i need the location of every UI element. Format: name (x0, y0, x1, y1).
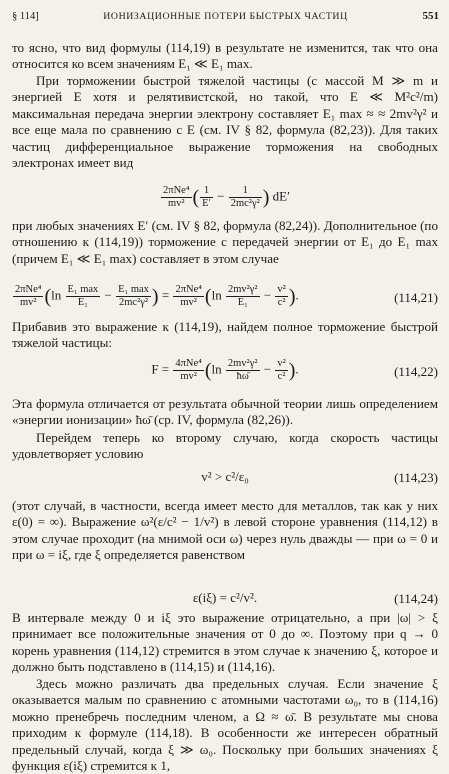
section-ref: § 114] (12, 11, 39, 22)
paragraph: При торможении быстрой тяжелой частицы (с массой M ≫ m и энергией E хотя и релятивистской, но такой, что E ≪ M²c²/m) максимальная передача энергии электрону составляет E₁ max ≈ ≈ 2mv²γ² и все еще мала по сравнению с E (см. IV § 82, формула (82,23)). Для таких частиц дифференциальное выражение торможения на свободных электронах имеет вид (12, 73, 438, 171)
equation (12, 468, 438, 490)
equation-body: $\frac{\text{2πNe⁴}}{\text{mv²}}$ (ln $\frac{\text{E₁ max}}{\text{E₁}}$ − $\frac{\text{E₁ max}}{\text{2mc²γ²}}$ ) = $\frac{\text{2πNe⁴}}{\text{mv²}}$ (ln $\frac{\text{2mv²γ²}}{\text{E₁}}$ − $\frac{\text{v²}}{\text{c²}}$ ). (15, 284, 299, 308)
paragraph: при любых значениях E′ (см. IV § 82, формула (82,24)). Дополнительное (по отношению к (114,19)) торможение с передачей энергии от E₁ до E₁ max (причем E₁ ≪ E₁ max) составляет в этом случае (12, 218, 438, 266)
equation-number: (114,24) (394, 591, 438, 606)
equation (12, 284, 438, 312)
equation-number: (114,23) (394, 470, 438, 485)
running-title: ИОНИЗАЦИОННЫЕ ПОТЕРИ БЫСТРЫХ ЧАСТИЦ (103, 11, 348, 22)
paragraph: Перейдем теперь ко второму случаю, когда скорость частицы удовлетворяет условию (12, 430, 438, 462)
equation-body: v² > c²/ε₀ (201, 469, 249, 484)
running-header (12, 10, 439, 26)
paragraph: В интервале между 0 и iξ это выражение отрицательно, а при |ω| > ξ принимает все положительные значения от 0 до ∞. Поэтому при q → 0 корень уравнения (114,12) стремится в этом случае к значению ξ, которое и должно быть подставлено в (114,15) и (114,16). (12, 610, 438, 675)
equation-number: (114,22) (394, 364, 438, 379)
page-number: 551 (422, 10, 439, 22)
paragraph: (этот случай, в частности, всегда имеет место для металлов, так как у них ε(0) = ∞). Выражение ω²(ε/c² − 1/v²) в левой стороне уравнения (114,12) в этом случае проходит (на мнимой оси ω) через нуль дважды — при ω = 0 и при ω = iξ, где ξ определяется равенством (12, 498, 438, 563)
equation (12, 589, 438, 611)
equation (12, 358, 438, 386)
equation-body: F = $\frac{\text{4πNe⁴}}{\text{mv²}}$ (ln $\frac{\text{2mv²γ²}}{ħ\omegā}$ − $\frac{\text{v²}}{\text{c²}}$ ). (151, 358, 299, 382)
paragraph: Прибавив это выражение к (114,19), найдем полное торможение быстрой тяжелой частицы: (12, 319, 438, 351)
equation (12, 185, 438, 213)
equation-body: ε(iξ) = c²/v². (192, 590, 258, 605)
paragraph: Здесь можно различать два предельных случая. Если значение ξ оказывается малым по сравнению с атомными частотами ω₀, то в (114,16) можно пренебречь последним членом, а Ω ≈ ω̄. В результате мы снова приходим к формуле (114,18). В особенности же интересен обратный предельный случай, когда ξ ≫ ω₀. Поскольку при больших значениях ξ функция ε(iξ) стремится к 1, (12, 676, 438, 774)
paragraph: Эта формула отличается от результата обычной теории лишь определением «энергии ионизации» ħω̄ (ср. IV, формула (82,26)). (12, 396, 438, 428)
paragraph: то ясно, что вид формулы (114,19) в результате не изменится, так что она относится ко всем значениям E₁ ≪ E₁ max. (12, 40, 438, 72)
equation-body: $\frac{\text{2πNe⁴}}{\text{mv²}}$ ( $\frac{1}{E'}$ − $\frac{1}{\text{2mc²γ²}}$ ) dE′ (163, 185, 290, 209)
equation-number: (114,21) (394, 290, 438, 305)
